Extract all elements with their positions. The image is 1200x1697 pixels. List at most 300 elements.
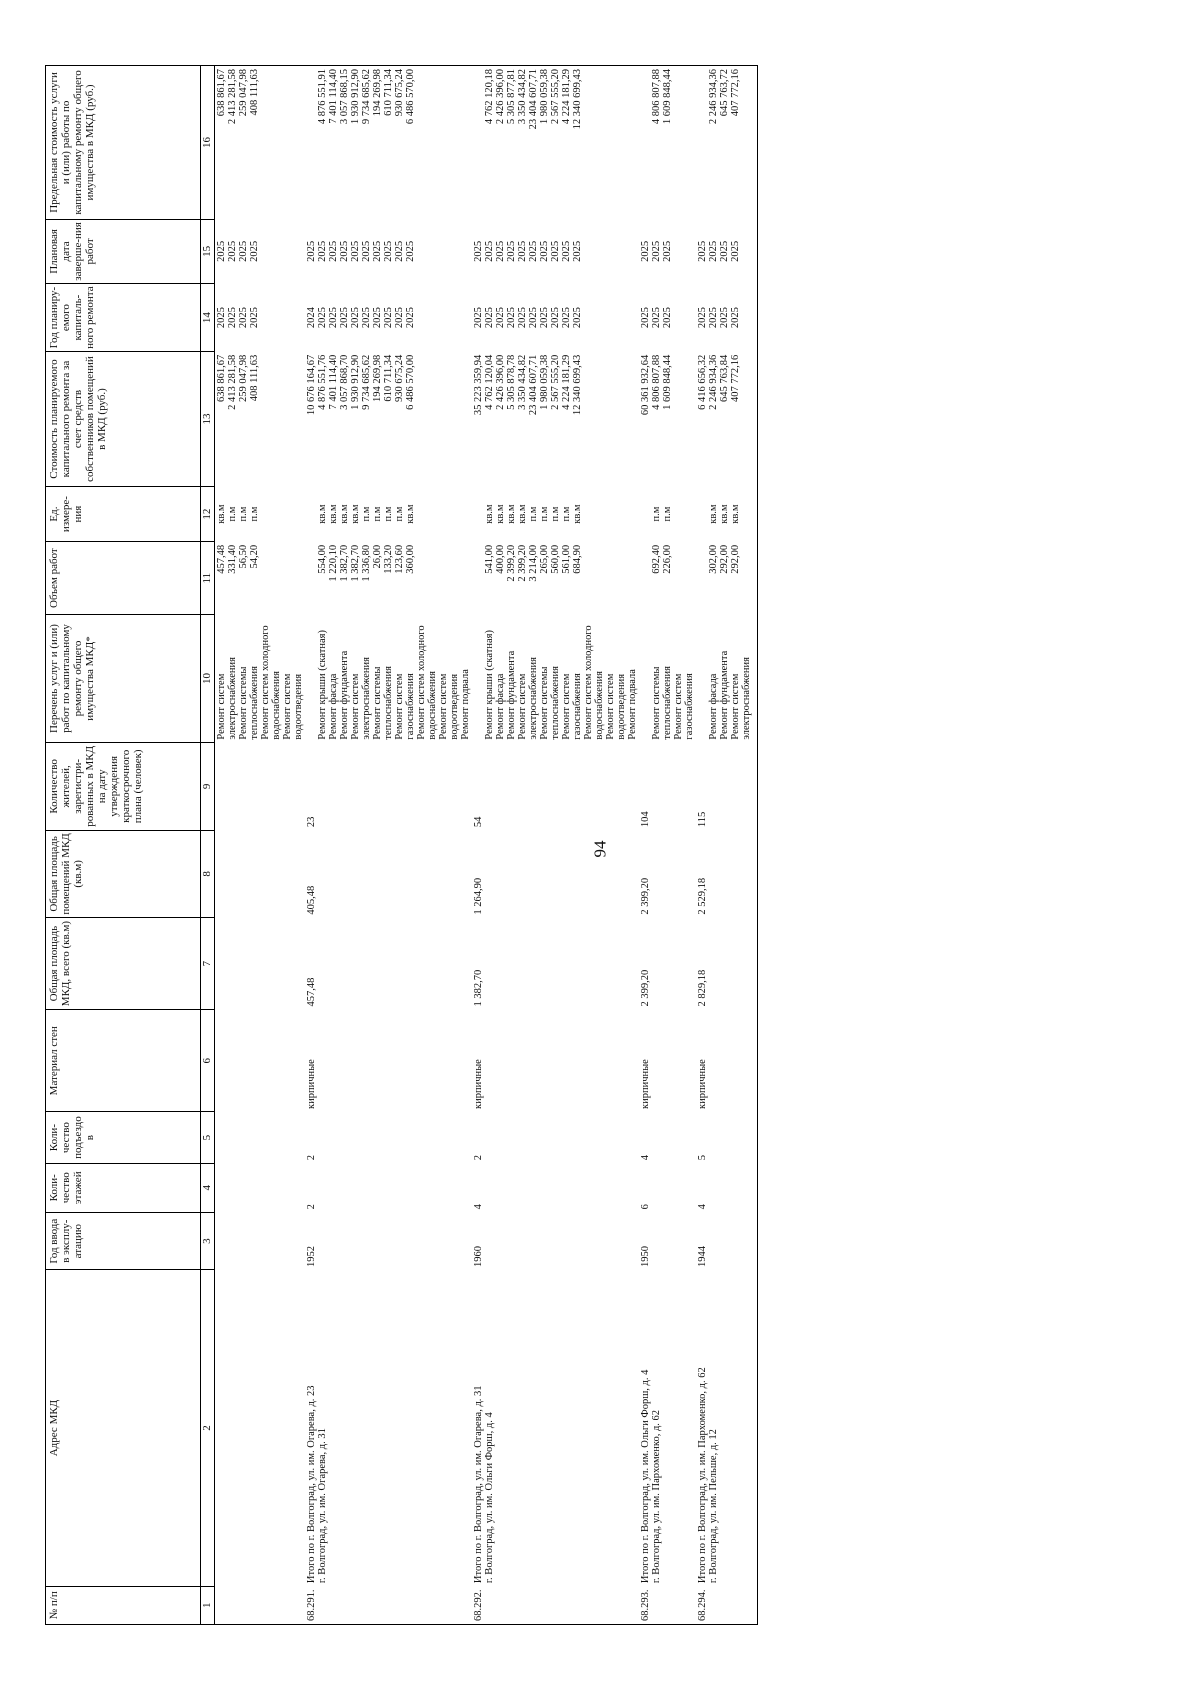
header-num: № п/п bbox=[46, 1586, 201, 1624]
premises-area: 2 399,20 bbox=[640, 877, 651, 915]
plan-year-cell bbox=[639, 283, 696, 351]
address-line: г. Волгоград, ул. им. Пархоменко, д. 62 bbox=[651, 1409, 662, 1584]
premises-area: 1 264,90 bbox=[473, 877, 484, 915]
address-cell bbox=[472, 1270, 639, 1586]
cost-value: 4 224 181,29 bbox=[561, 354, 572, 410]
column-number: 11 bbox=[201, 542, 215, 615]
column-number: 4 bbox=[201, 1163, 215, 1212]
unit-value: п.м bbox=[372, 506, 383, 522]
cost-value: 638 861,67 bbox=[216, 354, 227, 403]
limit-cost-value: 3 057 868,15 bbox=[339, 69, 350, 125]
works-list-cell bbox=[305, 614, 472, 742]
bottom-border-cell bbox=[753, 486, 758, 542]
plan-year-value: 2025 bbox=[350, 307, 361, 329]
entrances-count: 4 bbox=[640, 1154, 651, 1161]
total-plan-year: 2025 bbox=[640, 307, 651, 329]
limit-cost-value: 5 305 877,81 bbox=[506, 69, 517, 125]
plan-year-value: 2025 bbox=[484, 307, 495, 329]
work-item: Ремонт фасада bbox=[495, 673, 506, 740]
unit-value: кв.м bbox=[328, 504, 339, 524]
work-item: Ремонт фундамента bbox=[339, 650, 350, 740]
plan-year-cell bbox=[305, 283, 472, 351]
total-plan-year: 2025 bbox=[473, 307, 484, 329]
works-list-cell bbox=[472, 614, 639, 742]
plan-year-value: 2025 bbox=[561, 307, 572, 329]
work-item: Ремонт системы теплоснабжения bbox=[651, 666, 673, 740]
work-item: Ремонт фундамента bbox=[506, 650, 517, 740]
premises-area: 2 529,18 bbox=[697, 877, 708, 915]
entrances-count: 2 bbox=[306, 1154, 317, 1161]
header-cost: Стоимость планируемого капитального ремонта за счет средств собственников помещений в МКД (руб.) bbox=[46, 352, 201, 487]
total-address-line: Итого по г. Волгоград, ул. им. Огарева, д. 23 bbox=[306, 1385, 317, 1584]
row-number-cell bbox=[639, 1586, 696, 1624]
wall-material-cell bbox=[639, 1009, 696, 1112]
unit-value: кв.м bbox=[495, 504, 506, 524]
column-number: 10 bbox=[201, 614, 215, 742]
address-cell bbox=[305, 1270, 472, 1586]
plan-year-value: 2025 bbox=[708, 307, 719, 329]
unit-value: п.м bbox=[662, 506, 673, 522]
limit-cost-value: 1 980 059,38 bbox=[539, 69, 550, 125]
limit-cost-value: 1 930 912,90 bbox=[350, 69, 361, 125]
end-date-value: 2025 bbox=[361, 240, 372, 262]
volume-value: 2 399,20 bbox=[517, 544, 528, 582]
table-row bbox=[305, 66, 472, 1625]
total-address-line: Итого по г. Волгоград, ул. им. Огарева, д. 31 bbox=[473, 1385, 484, 1584]
unit-value: п.м bbox=[361, 506, 372, 522]
column-number-row bbox=[201, 66, 215, 1625]
spacer bbox=[306, 489, 317, 539]
bottom-border-cell bbox=[753, 743, 758, 831]
work-item: Ремонт фасада bbox=[708, 673, 719, 740]
unit-value: кв.м bbox=[517, 504, 528, 524]
premises-area-cell bbox=[215, 830, 306, 918]
header-premises-area: Общая площадь помещений МКД (кв.м) bbox=[46, 830, 201, 918]
total-end-date: 2025 bbox=[697, 240, 708, 262]
volume-value: 123,60 bbox=[394, 544, 405, 574]
year-built: 1960 bbox=[473, 1246, 484, 1267]
limit-cost-cell bbox=[472, 66, 639, 220]
unit-value: кв.м bbox=[484, 504, 495, 524]
bottom-border-cell bbox=[753, 830, 758, 918]
unit-value: кв.м bbox=[719, 504, 730, 524]
bottom-border-cell bbox=[753, 283, 758, 351]
premises-area: 405,48 bbox=[306, 885, 317, 915]
total-plan-year: 2025 bbox=[697, 307, 708, 329]
plan-year-value: 2025 bbox=[238, 307, 249, 329]
premises-area-cell bbox=[639, 830, 696, 918]
plan-year-value: 2025 bbox=[550, 307, 561, 329]
work-item: Ремонт систем электроснабжения bbox=[517, 657, 539, 740]
volume-value: 457,48 bbox=[216, 544, 227, 574]
table-bottom-border bbox=[753, 66, 758, 1625]
end-date-value: 2025 bbox=[730, 240, 741, 262]
end-date-cell bbox=[305, 219, 472, 283]
work-item: Ремонт систем водоотведения bbox=[605, 673, 627, 740]
limit-cost-value: 610 711,34 bbox=[383, 69, 394, 116]
limit-cost-value: 930 675,24 bbox=[394, 69, 405, 117]
cost-value: 408 111,63 bbox=[249, 354, 260, 402]
floors-count: 4 bbox=[697, 1204, 708, 1210]
wall-material-cell bbox=[472, 1009, 639, 1112]
cost-value: 2 413 281,58 bbox=[227, 354, 238, 410]
total-area: 2 399,20 bbox=[640, 969, 651, 1007]
address-cell bbox=[639, 1270, 696, 1586]
work-item: Ремонт систем электроснабжения bbox=[216, 657, 238, 740]
end-date-value: 2025 bbox=[506, 240, 517, 262]
column-number: 12 bbox=[201, 486, 215, 542]
limit-cost-value: 7 401 114,40 bbox=[328, 69, 339, 124]
bottom-border-cell bbox=[753, 219, 758, 283]
cost-value: 4 806 807,88 bbox=[651, 354, 662, 410]
limit-cost-value: 194 269,98 bbox=[372, 69, 383, 117]
cost-value: 1 980 059,38 bbox=[539, 354, 550, 410]
total-plan-year: 2024 bbox=[306, 307, 317, 329]
cost-value: 7 401 114,40 bbox=[328, 354, 339, 410]
plan-year-value: 2025 bbox=[317, 307, 328, 329]
unit-value: п.м bbox=[651, 506, 662, 522]
end-date-value: 2025 bbox=[372, 240, 383, 262]
year-built-cell bbox=[215, 1212, 306, 1270]
end-date-value: 2025 bbox=[662, 240, 673, 262]
volume-value: 226,00 bbox=[662, 544, 673, 574]
floors-count-cell bbox=[305, 1163, 472, 1212]
row-number: 68.293. bbox=[640, 1589, 651, 1621]
plan-year-value: 2025 bbox=[528, 307, 539, 329]
end-date-value: 2025 bbox=[405, 240, 416, 262]
volume-value: 292,00 bbox=[730, 544, 741, 574]
unit-value: п.м bbox=[561, 506, 572, 522]
plan-year-cell bbox=[215, 283, 306, 351]
total-area-cell bbox=[639, 918, 696, 1010]
work-item: Ремонт систем холодного водоснабжения bbox=[416, 625, 438, 740]
end-date-value: 2025 bbox=[539, 240, 550, 262]
plan-year-value: 2025 bbox=[405, 307, 416, 329]
plan-year-value: 2025 bbox=[730, 307, 741, 329]
row-number-cell bbox=[215, 1586, 306, 1624]
end-date-cell bbox=[215, 219, 306, 283]
work-item: Ремонт систем газоснабжения bbox=[561, 673, 583, 740]
entrances-count-cell bbox=[696, 1112, 753, 1163]
limit-cost-value: 4 224 181,29 bbox=[561, 69, 572, 125]
spacer bbox=[640, 69, 651, 216]
plan-year-value: 2025 bbox=[339, 307, 350, 329]
work-item: Ремонт систем электроснабжения bbox=[730, 657, 752, 740]
end-date-value: 2025 bbox=[550, 240, 561, 262]
year-built-cell bbox=[696, 1212, 753, 1270]
end-date-value: 2025 bbox=[517, 240, 528, 262]
volume-value: 54,20 bbox=[249, 544, 260, 569]
volume-value: 692,40 bbox=[651, 544, 662, 574]
column-number: 8 bbox=[201, 830, 215, 918]
work-item: Ремонт крыши (скатная) bbox=[317, 630, 328, 740]
table-row bbox=[639, 66, 696, 1625]
wall-material-cell bbox=[215, 1009, 306, 1112]
unit-value: кв.м bbox=[317, 504, 328, 524]
residents-count-cell bbox=[215, 743, 306, 831]
cost-value: 3 057 868,70 bbox=[339, 354, 350, 410]
limit-cost-value: 12 340 699,43 bbox=[572, 69, 583, 130]
header-year: Год ввода в эксплу-атацию bbox=[46, 1212, 201, 1270]
total-end-date: 2025 bbox=[640, 240, 651, 262]
limit-cost-value: 4 806 807,88 bbox=[651, 69, 662, 125]
spacer bbox=[473, 69, 484, 216]
floors-count-cell bbox=[639, 1163, 696, 1212]
cost-value: 259 047,98 bbox=[238, 354, 249, 403]
year-built: 1950 bbox=[640, 1246, 651, 1267]
end-date-value: 2025 bbox=[317, 240, 328, 262]
column-number: 2 bbox=[201, 1270, 215, 1586]
end-date-value: 2025 bbox=[651, 240, 662, 262]
work-item: Ремонт системы теплоснабжения bbox=[539, 666, 561, 740]
plan-year-value: 2025 bbox=[361, 307, 372, 329]
plan-year-value: 2025 bbox=[495, 307, 506, 329]
end-date-cell bbox=[696, 219, 753, 283]
spacer bbox=[473, 617, 484, 739]
plan-year-cell bbox=[472, 283, 639, 351]
limit-cost-cell bbox=[215, 66, 306, 220]
column-number: 13 bbox=[201, 352, 215, 487]
column-number: 1 bbox=[201, 1586, 215, 1624]
address-cell bbox=[215, 1270, 306, 1586]
end-date-value: 2025 bbox=[495, 240, 506, 262]
header-floors: Коли-чество этажей bbox=[46, 1163, 201, 1212]
year-built-cell bbox=[472, 1212, 639, 1270]
spacer bbox=[306, 545, 317, 612]
end-date-value: 2025 bbox=[394, 240, 405, 262]
limit-cost-value: 3 350 434,82 bbox=[517, 69, 528, 125]
cost-value: 2 246 934,36 bbox=[708, 354, 719, 410]
bottom-border-cell bbox=[753, 1212, 758, 1270]
wall-material-cell bbox=[305, 1009, 472, 1112]
total-area-cell bbox=[472, 918, 639, 1010]
year-built-cell bbox=[305, 1212, 472, 1270]
total-area-cell bbox=[215, 918, 306, 1010]
entrances-count-cell bbox=[639, 1112, 696, 1163]
end-date-value: 2025 bbox=[227, 240, 238, 262]
bottom-border-cell bbox=[753, 614, 758, 742]
work-item: Ремонт системы теплоснабжения bbox=[372, 666, 394, 740]
cost-value: 2 426 396,00 bbox=[495, 354, 506, 410]
table-body bbox=[215, 66, 758, 1625]
end-date-cell bbox=[639, 219, 696, 283]
cost-cell bbox=[696, 352, 753, 487]
work-item: Ремонт подвала bbox=[627, 669, 638, 740]
unit-value: кв.м bbox=[405, 504, 416, 524]
limit-cost-value: 407 772,16 bbox=[730, 69, 741, 117]
floors-count-cell bbox=[696, 1163, 753, 1212]
volume-value: 360,00 bbox=[405, 544, 416, 574]
volume-value: 26,00 bbox=[372, 544, 383, 569]
cost-value: 930 675,24 bbox=[394, 354, 405, 403]
spacer bbox=[697, 69, 708, 216]
limit-cost-value: 408 111,63 bbox=[249, 69, 260, 116]
row-number-cell bbox=[696, 1586, 753, 1624]
header-plan-year: Год планиру-емого капиталь-ного ремонта bbox=[46, 283, 201, 351]
unit-value: п.м bbox=[249, 506, 260, 522]
unit-value: кв.м bbox=[730, 504, 741, 524]
cost-value: 610 711,34 bbox=[383, 354, 394, 402]
limit-cost-value: 4 876 551,91 bbox=[317, 69, 328, 125]
volume-value: 1 382,70 bbox=[350, 544, 361, 582]
total-area: 1 382,70 bbox=[473, 969, 484, 1007]
table-row bbox=[472, 66, 639, 1625]
limit-cost-value: 4 762 120,18 bbox=[484, 69, 495, 125]
entrances-count-cell bbox=[305, 1112, 472, 1163]
address-cell bbox=[696, 1270, 753, 1586]
premises-area-cell bbox=[696, 830, 753, 918]
end-date-value: 2025 bbox=[561, 240, 572, 262]
residents-count: 54 bbox=[473, 816, 484, 828]
unit-value: кв.м bbox=[572, 504, 583, 524]
volume-value: 265,00 bbox=[539, 544, 550, 574]
cost-cell bbox=[472, 352, 639, 487]
row-number-cell bbox=[472, 1586, 639, 1624]
limit-cost-value: 1 609 848,44 bbox=[662, 69, 673, 125]
cost-value: 2 567 555,20 bbox=[550, 354, 561, 410]
spacer bbox=[473, 545, 484, 612]
limit-cost-value: 6 486 570,00 bbox=[405, 69, 416, 125]
wall-material-cell bbox=[696, 1009, 753, 1112]
spacer bbox=[697, 617, 708, 739]
row-number: 68.294. bbox=[697, 1589, 708, 1621]
total-area-cell bbox=[305, 918, 472, 1010]
limit-cost-value: 259 047,98 bbox=[238, 69, 249, 117]
entrances-count: 2 bbox=[473, 1154, 484, 1161]
work-item: Ремонт крыши (скатная) bbox=[484, 630, 495, 740]
residents-count-cell bbox=[639, 743, 696, 831]
entrances-count: 5 bbox=[697, 1154, 708, 1161]
limit-cost-value: 2 246 934,36 bbox=[708, 69, 719, 125]
volume-value: 554,00 bbox=[317, 544, 328, 574]
end-date-value: 2025 bbox=[249, 240, 260, 262]
end-date-value: 2025 bbox=[719, 240, 730, 262]
end-date-value: 2025 bbox=[484, 240, 495, 262]
cost-value: 3 350 434,82 bbox=[517, 354, 528, 410]
work-item: Ремонт систем холодного водоснабжения bbox=[260, 625, 282, 740]
year-built: 1944 bbox=[697, 1246, 708, 1267]
header-works-list: Перечень услуг и (или) работ по капитальному ремонту общего имущества МКД* bbox=[46, 614, 201, 742]
end-date-value: 2025 bbox=[708, 240, 719, 262]
plan-year-value: 2025 bbox=[383, 307, 394, 329]
rotated-table-container bbox=[45, 65, 1160, 1625]
plan-year-value: 2025 bbox=[328, 307, 339, 329]
work-item: Ремонт систем электроснабжения bbox=[350, 657, 372, 740]
unit-cell bbox=[639, 486, 696, 542]
unit-value: п.м bbox=[528, 506, 539, 522]
volume-cell bbox=[472, 542, 639, 615]
cost-value: 194 269,98 bbox=[372, 354, 383, 403]
residents-count-cell bbox=[305, 743, 472, 831]
total-address-line: Итого по г. Волгоград, ул. им. Пархоменко, д. 62 bbox=[697, 1367, 708, 1584]
unit-cell bbox=[472, 486, 639, 542]
bottom-border-cell bbox=[753, 1270, 758, 1586]
address-line: г. Волгоград, ул. им. Пельше, д. 12 bbox=[708, 1429, 719, 1584]
column-number: 9 bbox=[201, 743, 215, 831]
volume-value: 2 399,20 bbox=[506, 544, 517, 582]
header-address: Адрес МКД bbox=[46, 1270, 201, 1586]
work-item: Ремонт систем холодного водоснабжения bbox=[583, 625, 605, 740]
volume-value: 56,50 bbox=[238, 544, 249, 569]
bottom-border-cell bbox=[753, 918, 758, 1010]
plan-year-value: 2025 bbox=[539, 307, 550, 329]
year-built: 1952 bbox=[306, 1246, 317, 1267]
floors-count: 2 bbox=[306, 1204, 317, 1210]
end-date-value: 2025 bbox=[328, 240, 339, 262]
cost-cell bbox=[215, 352, 306, 487]
cost-value: 1 930 912,90 bbox=[350, 354, 361, 410]
spacer bbox=[640, 617, 651, 739]
total-end-date: 2025 bbox=[306, 240, 317, 262]
plan-year-cell bbox=[696, 283, 753, 351]
capital-repair-table bbox=[45, 65, 758, 1625]
volume-value: 3 214,00 bbox=[528, 544, 539, 582]
work-item: Ремонт систем газоснабжения bbox=[673, 673, 695, 740]
limit-cost-value: 2 426 396,00 bbox=[495, 69, 506, 125]
limit-cost-value: 9 734 685,62 bbox=[361, 69, 372, 125]
column-number: 3 bbox=[201, 1212, 215, 1270]
header-entrances: Коли-чество подъездо в bbox=[46, 1112, 201, 1163]
unit-value: кв.м bbox=[339, 504, 350, 524]
unit-value: кв.м bbox=[708, 504, 719, 524]
unit-value: п.м bbox=[539, 506, 550, 522]
header-limit-cost: Предельная стоимость услуги и (или) работы по капитальному ремонту общего имущества в МКД (руб.) bbox=[46, 66, 201, 220]
column-number: 6 bbox=[201, 1009, 215, 1112]
bottom-border-cell bbox=[753, 66, 758, 220]
plan-year-value: 2025 bbox=[719, 307, 730, 329]
plan-year-value: 2025 bbox=[372, 307, 383, 329]
volume-value: 400,00 bbox=[495, 544, 506, 574]
unit-cell bbox=[215, 486, 306, 542]
end-date-value: 2025 bbox=[350, 240, 361, 262]
volume-value: 541,00 bbox=[484, 544, 495, 574]
limit-cost-cell bbox=[305, 66, 472, 220]
premises-area-cell bbox=[472, 830, 639, 918]
limit-cost-cell bbox=[639, 66, 696, 220]
spacer bbox=[640, 489, 651, 539]
total-area-cell bbox=[696, 918, 753, 1010]
plan-year-value: 2025 bbox=[651, 307, 662, 329]
spacer bbox=[697, 489, 708, 539]
total-area: 2 829,18 bbox=[697, 969, 708, 1007]
cost-value: 9 734 685,62 bbox=[361, 354, 372, 410]
column-number: 5 bbox=[201, 1112, 215, 1163]
works-list-cell bbox=[215, 614, 306, 742]
spacer bbox=[306, 69, 317, 216]
works-list-cell bbox=[696, 614, 753, 742]
spacer bbox=[697, 545, 708, 612]
total-cost-value: 60 361 932,64 bbox=[640, 354, 651, 416]
wall-material: кирпичные bbox=[697, 1059, 708, 1109]
row-number: 68.291. bbox=[306, 1589, 317, 1621]
cost-value: 23 404 607,71 bbox=[528, 354, 539, 416]
end-date-value: 2025 bbox=[339, 240, 350, 262]
row-number: 68.292. bbox=[473, 1589, 484, 1621]
volume-value: 1 382,70 bbox=[339, 544, 350, 582]
cost-value: 645 763,84 bbox=[719, 354, 730, 403]
limit-cost-value: 645 763,72 bbox=[719, 69, 730, 117]
work-item: Ремонт систем газоснабжения bbox=[394, 673, 416, 740]
wall-material: кирпичные bbox=[306, 1059, 317, 1109]
cost-value: 12 340 699,43 bbox=[572, 354, 583, 416]
bottom-border-cell bbox=[753, 1163, 758, 1212]
volume-cell bbox=[305, 542, 472, 615]
cost-value: 4 876 551,76 bbox=[317, 354, 328, 410]
unit-value: п.м bbox=[227, 506, 238, 522]
work-item: Ремонт систем водоотведения bbox=[282, 673, 304, 740]
cost-value: 5 305 878,78 bbox=[506, 354, 517, 410]
total-cost-value: 10 676 164,67 bbox=[306, 354, 317, 416]
